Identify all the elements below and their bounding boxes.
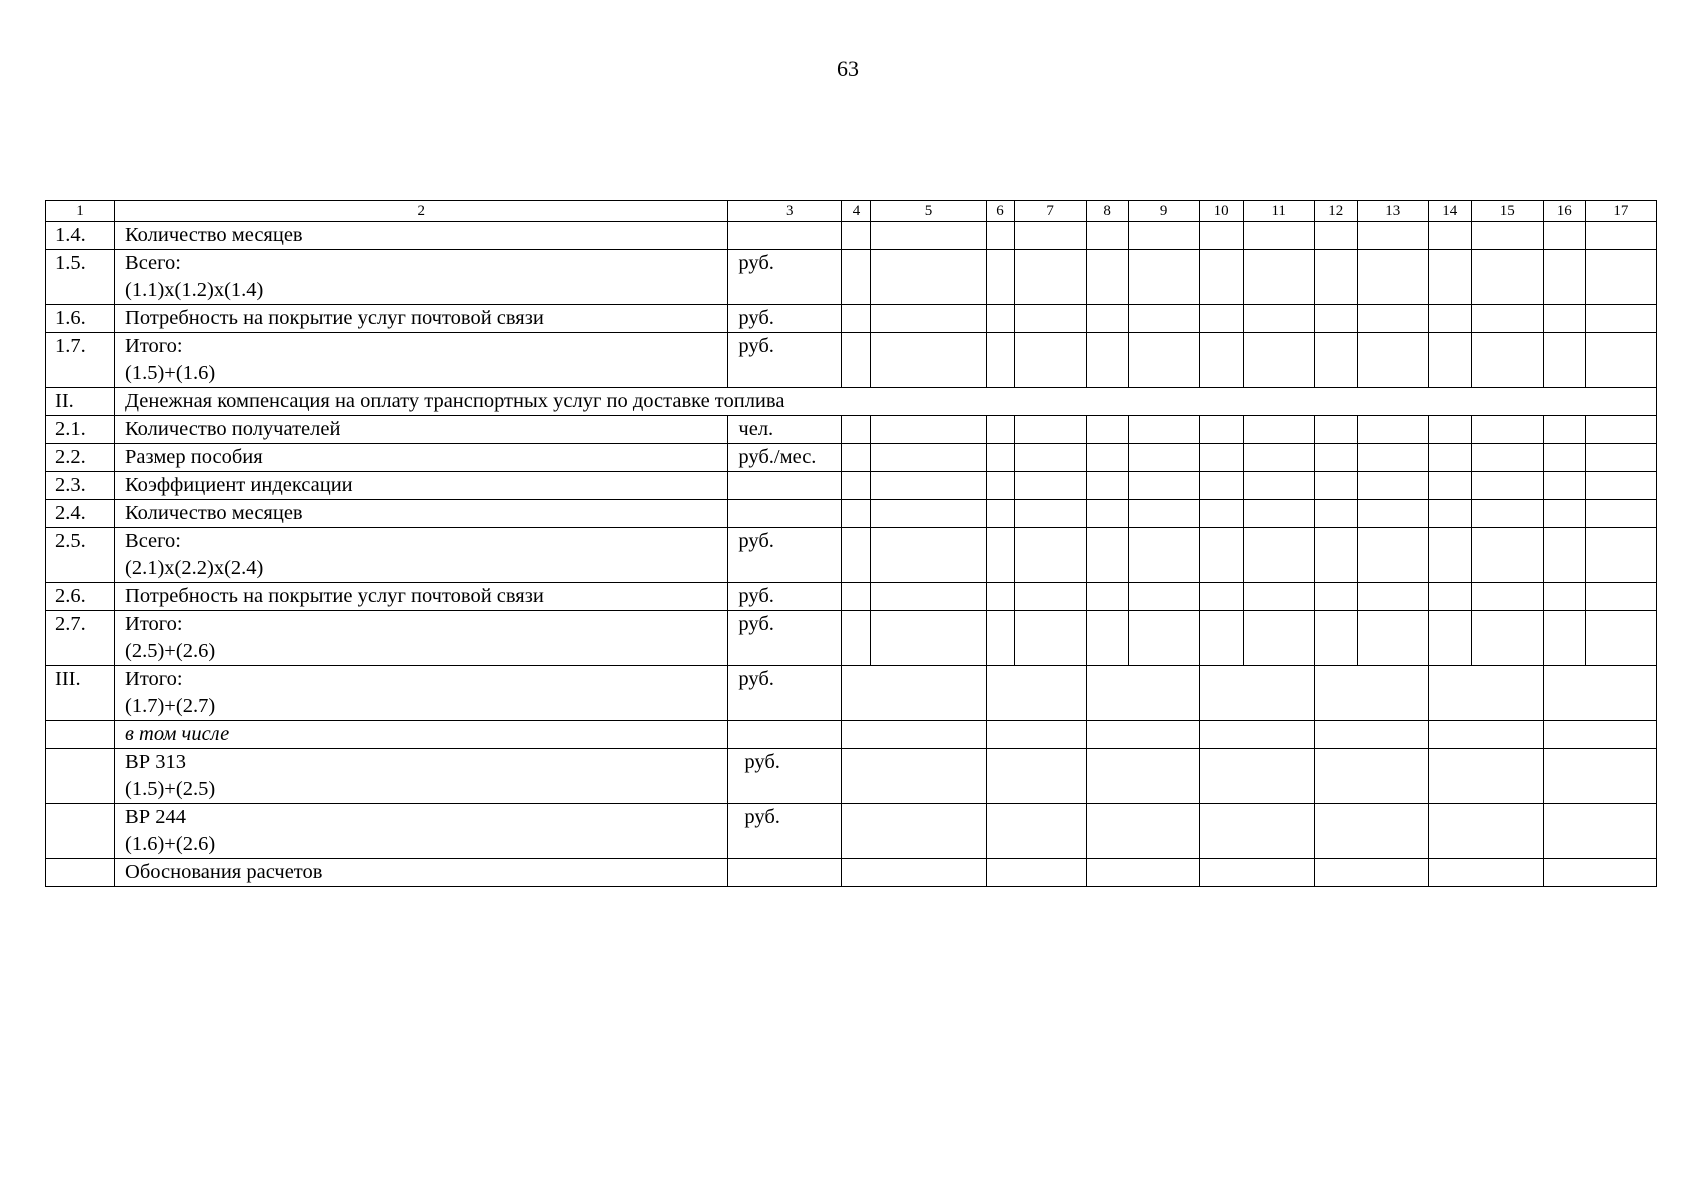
row-label: Количество месяцев [115, 500, 728, 528]
data-cell [871, 611, 986, 666]
table-row [46, 528, 1657, 583]
data-cell [1314, 749, 1428, 804]
table-row [46, 500, 1657, 528]
data-cell [1357, 444, 1428, 472]
row-label: Итого: (2.5)+(2.6) [115, 611, 728, 666]
data-cell [1314, 222, 1357, 250]
table-row [46, 611, 1657, 666]
data-cell [1243, 250, 1314, 305]
data-cell [1585, 611, 1656, 666]
data-cell [1086, 611, 1128, 666]
data-cell [1471, 333, 1543, 388]
table-row [46, 305, 1657, 333]
data-cell [1086, 222, 1128, 250]
column-header: 4 [842, 201, 871, 222]
data-cell [1585, 250, 1656, 305]
data-cell [1585, 333, 1656, 388]
row-number: II. [46, 388, 115, 416]
column-header: 5 [871, 201, 986, 222]
data-cell [1199, 222, 1243, 250]
data-cell [1243, 305, 1314, 333]
data-cell [1428, 500, 1471, 528]
data-cell [1314, 583, 1357, 611]
data-cell [1314, 500, 1357, 528]
column-header: 15 [1471, 201, 1543, 222]
data-cell [1199, 804, 1314, 859]
data-cell [1357, 528, 1428, 583]
row-label: ВР 313 (1.5)+(2.5) [115, 749, 728, 804]
data-cell [1471, 250, 1543, 305]
data-cell [1243, 416, 1314, 444]
data-cell [1199, 749, 1314, 804]
data-cell [1357, 333, 1428, 388]
data-cell [1428, 333, 1471, 388]
data-cell [1471, 611, 1543, 666]
data-cell [1199, 721, 1314, 749]
data-cell [1428, 804, 1543, 859]
data-cell [842, 721, 986, 749]
data-cell [986, 333, 1014, 388]
row-unit [728, 859, 842, 887]
row-unit: чел. [728, 416, 842, 444]
data-cell [871, 472, 986, 500]
data-cell [1543, 583, 1585, 611]
data-cell [1314, 416, 1357, 444]
data-cell [1086, 250, 1128, 305]
row-number: 2.4. [46, 500, 115, 528]
column-header: 1 [46, 201, 115, 222]
data-cell [1428, 416, 1471, 444]
data-cell [1199, 333, 1243, 388]
data-cell [1314, 721, 1428, 749]
row-label: Обоснования расчетов [115, 859, 728, 887]
data-cell [1585, 583, 1656, 611]
data-cell [1428, 222, 1471, 250]
data-cell [1086, 666, 1199, 721]
data-cell [1428, 250, 1471, 305]
data-cell [1357, 611, 1428, 666]
data-cell [986, 583, 1014, 611]
column-header: 10 [1199, 201, 1243, 222]
data-cell [986, 859, 1086, 887]
row-label: Количество месяцев [115, 222, 728, 250]
row-number: 2.3. [46, 472, 115, 500]
row-label: ВР 244 (1.6)+(2.6) [115, 804, 728, 859]
column-header: 17 [1585, 201, 1656, 222]
data-cell [1471, 583, 1543, 611]
data-cell [1128, 583, 1199, 611]
data-cell [1428, 666, 1543, 721]
data-cell [1243, 583, 1314, 611]
row-number: 1.6. [46, 305, 115, 333]
row-number [46, 859, 115, 887]
data-cell [1199, 611, 1243, 666]
data-cell [986, 528, 1014, 583]
row-unit: руб. [728, 804, 842, 859]
data-cell [1199, 859, 1314, 887]
row-number: 1.5. [46, 250, 115, 305]
column-header: 3 [728, 201, 842, 222]
data-cell [1428, 583, 1471, 611]
data-cell [1585, 416, 1656, 444]
data-cell [871, 528, 986, 583]
row-number: 2.2. [46, 444, 115, 472]
data-cell [1314, 333, 1357, 388]
column-header: 7 [1014, 201, 1086, 222]
data-cell [842, 804, 986, 859]
section-row [46, 388, 1657, 416]
data-cell [1428, 305, 1471, 333]
data-cell [1014, 333, 1086, 388]
data-cell [1199, 305, 1243, 333]
data-cell [1014, 583, 1086, 611]
data-cell [986, 500, 1014, 528]
data-cell [1357, 250, 1428, 305]
table-row [46, 804, 1657, 859]
data-cell [1243, 444, 1314, 472]
data-cell [1314, 472, 1357, 500]
data-cell [1243, 222, 1314, 250]
data-cell [986, 472, 1014, 500]
row-label: Всего: (2.1)x(2.2)x(2.4) [115, 528, 728, 583]
data-cell [1014, 222, 1086, 250]
data-cell [842, 749, 986, 804]
data-cell [1086, 804, 1199, 859]
row-unit: руб. [728, 250, 842, 305]
data-cell [986, 444, 1014, 472]
data-cell [1199, 666, 1314, 721]
data-cell [1543, 416, 1585, 444]
row-number: III. [46, 666, 115, 721]
data-cell [842, 416, 871, 444]
data-cell [1428, 749, 1543, 804]
data-cell [1543, 804, 1656, 859]
row-label: Итого: (1.7)+(2.7) [115, 666, 728, 721]
data-cell [1543, 222, 1585, 250]
data-cell [1014, 250, 1086, 305]
row-number: 1.7. [46, 333, 115, 388]
data-cell [1128, 250, 1199, 305]
data-cell [1428, 859, 1543, 887]
data-cell [842, 528, 871, 583]
data-cell [842, 250, 871, 305]
data-cell [1086, 333, 1128, 388]
data-cell [1585, 472, 1656, 500]
row-number: 2.5. [46, 528, 115, 583]
row-label: Коэффициент индексации [115, 472, 728, 500]
data-cell [1199, 583, 1243, 611]
row-unit: руб./мес. [728, 444, 842, 472]
data-cell [1357, 583, 1428, 611]
data-cell [1471, 472, 1543, 500]
data-cell [1243, 333, 1314, 388]
row-number: 2.1. [46, 416, 115, 444]
row-unit [728, 222, 842, 250]
data-cell [1014, 528, 1086, 583]
column-header: 16 [1543, 201, 1585, 222]
column-header: 6 [986, 201, 1014, 222]
data-cell [1428, 444, 1471, 472]
data-cell [842, 859, 986, 887]
data-cell [1086, 416, 1128, 444]
row-number [46, 804, 115, 859]
data-cell [1543, 500, 1585, 528]
data-cell [1428, 528, 1471, 583]
data-cell [1314, 859, 1428, 887]
data-cell [1128, 611, 1199, 666]
data-cell [871, 250, 986, 305]
data-cell [1128, 500, 1199, 528]
data-cell [842, 500, 871, 528]
data-cell [1199, 416, 1243, 444]
table-row [46, 583, 1657, 611]
row-unit: руб. [728, 305, 842, 333]
row-unit: руб. [728, 611, 842, 666]
data-cell [986, 305, 1014, 333]
data-cell [871, 222, 986, 250]
data-cell [1086, 472, 1128, 500]
column-header: 9 [1128, 201, 1199, 222]
data-cell [842, 666, 986, 721]
row-label: Количество получателей [115, 416, 728, 444]
data-cell [871, 444, 986, 472]
column-header: 12 [1314, 201, 1357, 222]
data-cell [1428, 721, 1543, 749]
data-cell [986, 416, 1014, 444]
data-cell [1014, 416, 1086, 444]
data-cell [1086, 444, 1128, 472]
data-cell [1543, 305, 1585, 333]
data-cell [842, 305, 871, 333]
data-cell [1014, 611, 1086, 666]
data-cell [1585, 222, 1656, 250]
data-cell [842, 611, 871, 666]
data-cell [1243, 611, 1314, 666]
row-label: Всего: (1.1)x(1.2)x(1.4) [115, 250, 728, 305]
data-cell [1128, 472, 1199, 500]
section-title: Денежная компенсация на оплату транспортных услуг по доставке топлива [115, 388, 1657, 416]
row-unit: руб. [728, 583, 842, 611]
data-cell [1314, 250, 1357, 305]
data-cell [986, 666, 1086, 721]
data-cell [1199, 444, 1243, 472]
data-cell [1014, 500, 1086, 528]
data-cell [1471, 305, 1543, 333]
table-row [46, 472, 1657, 500]
row-number: 1.4. [46, 222, 115, 250]
row-label: в том числе [115, 721, 728, 749]
data-cell [1314, 305, 1357, 333]
data-cell [1585, 305, 1656, 333]
row-unit [728, 500, 842, 528]
data-cell [1086, 859, 1199, 887]
row-unit: руб. [728, 528, 842, 583]
row-number: 2.6. [46, 583, 115, 611]
data-cell [1199, 500, 1243, 528]
data-cell [1199, 250, 1243, 305]
data-cell [1314, 666, 1428, 721]
data-cell [1199, 472, 1243, 500]
data-cell [871, 305, 986, 333]
table-row [46, 666, 1657, 721]
data-cell [842, 583, 871, 611]
data-cell [871, 333, 986, 388]
row-label: Размер пособия [115, 444, 728, 472]
data-cell [1128, 416, 1199, 444]
data-cell [1314, 611, 1357, 666]
data-cell [1428, 611, 1471, 666]
data-cell [1428, 472, 1471, 500]
data-cell [1014, 472, 1086, 500]
column-header: 8 [1086, 201, 1128, 222]
table-row [46, 859, 1657, 887]
data-cell [1014, 305, 1086, 333]
data-cell [986, 721, 1086, 749]
data-cell [1357, 222, 1428, 250]
row-label: Потребность на покрытие услуг почтовой связи [115, 305, 728, 333]
data-cell [1128, 305, 1199, 333]
data-cell [1471, 444, 1543, 472]
data-cell [1314, 804, 1428, 859]
data-cell [1086, 528, 1128, 583]
row-label: Потребность на покрытие услуг почтовой связи [115, 583, 728, 611]
data-cell [842, 222, 871, 250]
table-row [46, 222, 1657, 250]
data-cell [1243, 500, 1314, 528]
data-cell [1543, 333, 1585, 388]
data-cell [1471, 416, 1543, 444]
row-label: Итого: (1.5)+(1.6) [115, 333, 728, 388]
data-cell [986, 611, 1014, 666]
table-row [46, 749, 1657, 804]
data-cell [1543, 859, 1656, 887]
data-cell [1086, 305, 1128, 333]
row-unit: руб. [728, 666, 842, 721]
table-row [46, 333, 1657, 388]
data-cell [1471, 500, 1543, 528]
data-cell [1086, 500, 1128, 528]
data-cell [1128, 528, 1199, 583]
data-cell [1357, 416, 1428, 444]
data-cell [1543, 721, 1656, 749]
data-cell [1128, 222, 1199, 250]
data-cell [842, 333, 871, 388]
data-cell [1543, 444, 1585, 472]
row-number [46, 721, 115, 749]
data-cell [1086, 583, 1128, 611]
data-cell [1086, 749, 1199, 804]
data-cell [1243, 528, 1314, 583]
data-cell [1543, 666, 1656, 721]
data-cell [1128, 444, 1199, 472]
data-cell [986, 250, 1014, 305]
column-header: 14 [1428, 201, 1471, 222]
row-unit: руб. [728, 749, 842, 804]
data-cell [842, 472, 871, 500]
data-cell [1543, 611, 1585, 666]
row-number: 2.7. [46, 611, 115, 666]
row-unit: руб. [728, 333, 842, 388]
data-cell [1471, 528, 1543, 583]
data-cell [1314, 444, 1357, 472]
data-cell [1199, 528, 1243, 583]
data-cell [1314, 528, 1357, 583]
data-cell [1243, 472, 1314, 500]
data-cell [1357, 500, 1428, 528]
data-cell [1471, 222, 1543, 250]
data-cell [871, 416, 986, 444]
row-number [46, 749, 115, 804]
column-header: 13 [1357, 201, 1428, 222]
data-cell [1014, 444, 1086, 472]
data-cell [871, 583, 986, 611]
table-row [46, 416, 1657, 444]
data-cell [1357, 472, 1428, 500]
data-cell [1543, 250, 1585, 305]
data-cell [986, 749, 1086, 804]
table-row [46, 721, 1657, 749]
data-cell [986, 804, 1086, 859]
column-header: 2 [115, 201, 728, 222]
data-cell [1585, 528, 1656, 583]
column-number-row [46, 201, 1657, 222]
data-cell [1086, 721, 1199, 749]
data-cell [1585, 444, 1656, 472]
data-cell [871, 500, 986, 528]
data-cell [842, 444, 871, 472]
page-number: 63 [837, 56, 859, 81]
data-cell [1543, 749, 1656, 804]
column-header: 11 [1243, 201, 1314, 222]
table-row [46, 250, 1657, 305]
data-cell [1585, 500, 1656, 528]
data-cell [1128, 333, 1199, 388]
row-unit [728, 721, 842, 749]
data-cell [1357, 305, 1428, 333]
row-unit [728, 472, 842, 500]
data-cell [986, 222, 1014, 250]
table-row [46, 444, 1657, 472]
data-cell [1543, 472, 1585, 500]
data-cell [1543, 528, 1585, 583]
budget-calculation-table [45, 200, 1657, 887]
